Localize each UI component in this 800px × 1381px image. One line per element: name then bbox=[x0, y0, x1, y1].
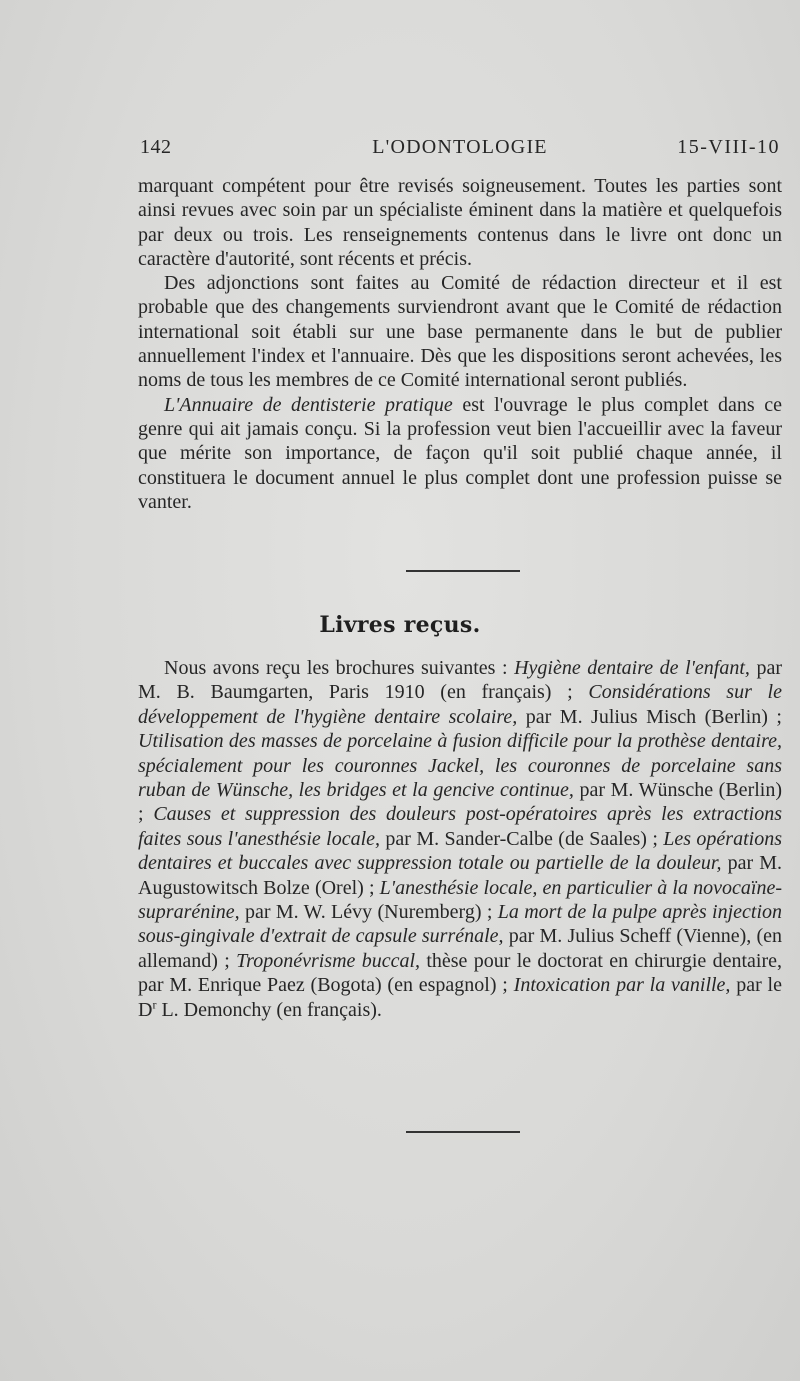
book-author: thèse pour le doctorat en chirurgie dentaire, par M. Enrique Paez (Bogota) (en espagnol) ; bbox=[138, 949, 782, 997]
issue-date: 15-VIII-10 bbox=[677, 136, 780, 158]
book-author: par M. Wünsche (Berlin) ; bbox=[138, 779, 782, 826]
book-title: Intoxication par la vanille, bbox=[513, 974, 731, 997]
book-author: par M. Julius Scheff (Vienne), (en allemand) ; bbox=[138, 925, 782, 972]
doctor-superscript: r bbox=[152, 997, 157, 1012]
book-author: par M. B. Baumgarten, Paris 1910 (en français) ; bbox=[138, 657, 782, 704]
book-title: Considérations sur le développement de l'hygiène dentaire scolaire, bbox=[138, 681, 782, 728]
annual-title: L'Annuaire de dentisterie pratique bbox=[164, 393, 453, 416]
book-author: L. Demonchy (en français). bbox=[156, 998, 382, 1021]
book-title: Causes et suppression des douleurs post-opératoires après les extractions faites sous l'anesthésie locale, bbox=[138, 803, 783, 850]
section-title: Livres reçus. bbox=[319, 612, 481, 638]
book-author: par le D bbox=[138, 974, 782, 1021]
paragraph-continuation: marquant compétent pour être revisés soigneusement. Toutes les parties sont ainsi revues avec soin par un spécialiste éminent dans la matière et quelquefois par deux ou trois. Les renseignements contenus dans le livre ont donc un caractère d'autorité, sont récents et précis. bbox=[138, 175, 782, 270]
book-title: Troponévrisme buccal, bbox=[236, 949, 421, 972]
books-intro: Nous avons reçu les brochures suivantes : bbox=[164, 657, 515, 679]
book-title: Hygiène dentaire de l'enfant, bbox=[514, 657, 750, 679]
book-author: par M. Julius Misch (Berlin) ; bbox=[517, 705, 782, 728]
book-title: Utilisation des masses de porcelaine à fusion difficile pour la prothèse dentaire, spécialement pour les couronnes Jackel, les couronnes de porcelaine sans ruban de Wünsche, les bridges et la gencive continue, bbox=[138, 730, 782, 802]
book-author: par M. Augustowitsch Bolze (Orel) ; bbox=[138, 852, 783, 899]
book-author: par M. Sander-Calbe (de Saales) ; bbox=[380, 827, 664, 850]
book-author: par M. W. Lévy (Nuremberg) ; bbox=[239, 901, 498, 924]
paragraph-committee: Des adjonctions sont faites au Comité de rédaction directeur et il est probable que des changements surviendront avant que le Comité de rédaction international soit établi sur une base permanente dans le but de publier annuellement l'index et l'annuaire. Dès que les dispositions seront achevées, les noms de tous les membres de ce Comité international seront publiés. bbox=[138, 272, 782, 392]
section-divider bbox=[406, 570, 520, 572]
page-number: 142 bbox=[140, 136, 172, 158]
books-received-list bbox=[138, 656, 782, 1022]
book-title: La mort de la pulpe après injection sous-gingivale d'extrait de capsule surrénale, bbox=[138, 901, 782, 948]
paragraph-annual bbox=[138, 393, 782, 514]
end-divider bbox=[406, 1131, 520, 1133]
annual-text: est l'ouvrage le plus complet dans ce genre qui ait jamais conçu. Si la profession veut bien l'accueillir avec la faveur que mérite son importance, de façon qu'il soit publié chaque année, il constituera le document annuel le plus complet dont une profession puisse se vanter. bbox=[138, 393, 782, 513]
books-paragraph bbox=[138, 656, 782, 1022]
book-title: L'anesthésie locale, en particulier à la novocaïne-suprarénine, bbox=[138, 876, 782, 924]
article-body bbox=[138, 174, 782, 514]
book-title: Les opérations dentaires et buccales avec suppression totale ou partielle de la douleur, bbox=[138, 827, 782, 875]
journal-title: L'ODONTOLOGIE bbox=[372, 136, 548, 158]
running-head bbox=[140, 136, 780, 162]
